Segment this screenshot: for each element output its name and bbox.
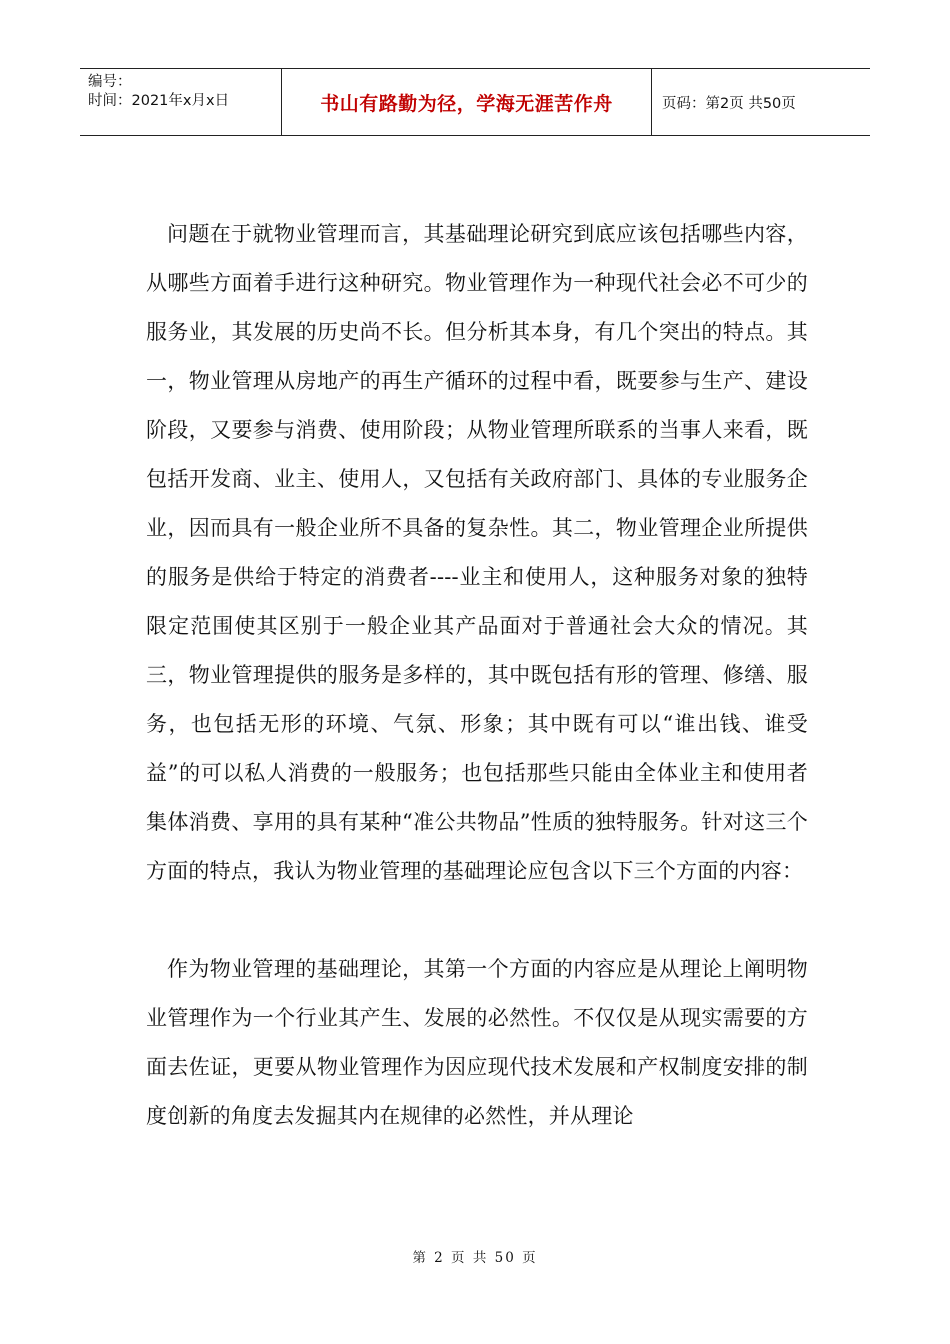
document-date-label: 时间：2021年x月x日 — [88, 93, 230, 109]
header-page-info: 页码：第2页 共50页 — [662, 95, 796, 112]
header-meta-cell — [80, 69, 282, 135]
body-paragraph-2: 作为物业管理的基础理论，其第一个方面的内容应是从理论上阐明物业管理作为一个行业其产生、发展的必然性。不仅仅是从现实需要的方面去佐证，更要从物业管理作为因应现代技术发展和产权制度安排的制度创新的角度去发掘其内在规律的必然性，并从理论 — [146, 957, 808, 1128]
document-number-label: 编号： — [88, 74, 132, 90]
header-motto-cell — [282, 69, 652, 135]
header-page-cell — [652, 69, 870, 135]
body-paragraph-1: 问题在于就物业管理而言，其基础理论研究到底应该包括哪些内容，从哪些方面着手进行这种研究。物业管理作为一种现代社会必不可少的服务业，其发展的历史尚不长。但分析其本身，有几个突出的特点。其一，物业管理从房地产的再生产循环的过程中看，既要参与生产、建设阶段，又要参与消费、使用阶段；从物业管理所联系的当事人来看，既包括开发商、业主、使用人，又包括有关政府部门、具体的专业服务企业，因而具有一般企业所不具备的复杂性。其二，物业管理企业所提供的服务是供给于特定的消费者----业主和使用人，这种服务对象的独特限定范围使其区别于一般企业其产品面对于普通社会大众的情况。其三，物业管理提供的服务是多样的，其中既包括有形的管理、修缮、服务，也包括无形的环境、气氛、形象；其中既有可以“谁出钱、谁受益”的可以私人消费的一般服务；也包括那些只能由全体业主和使用者集体消费、享用的具有某种“准公共物品”性质的独特服务。针对这三个方面的特点，我认为物业管理的基础理论应包含以下三个方面的内容： — [146, 222, 808, 883]
header-motto: 书山有路勤为径，学海无涯苦作舟 — [320, 92, 613, 115]
page-footer: 第 2 页 共 50 页 — [412, 1250, 538, 1266]
document-body — [146, 210, 808, 1141]
header-table — [80, 68, 870, 136]
